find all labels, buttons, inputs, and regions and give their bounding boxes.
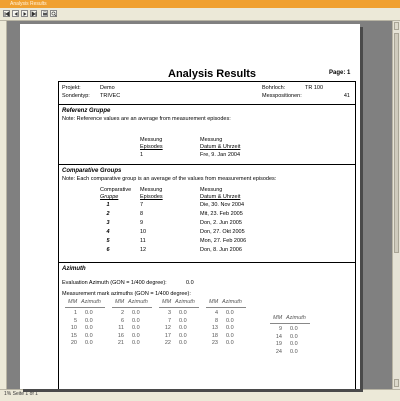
print-icon[interactable] [41, 10, 48, 17]
cmp-col-gruppe-h2: Gruppe [100, 194, 119, 200]
az-value-cell: 0.0 [85, 310, 93, 316]
az-value-cell: 0.0 [179, 317, 187, 324]
az-mm-cell: 3 [167, 310, 171, 316]
az-mm-cell: 18 [211, 332, 218, 339]
az-header-underline [65, 307, 105, 308]
az-value-cell: 0.0 [85, 325, 93, 331]
az-mm-cell: 7 [167, 317, 171, 324]
az-value-cell: 0.0 [132, 325, 140, 331]
az-header-underline [112, 307, 152, 308]
projekt-value: Demo [100, 85, 115, 91]
az-value-cell: 0.0 [290, 333, 298, 340]
reference-note: Note: Reference values are an average from measurement episodes: [62, 116, 231, 122]
cmp-date-cell: Mit, 23. Feb 2005 [200, 211, 243, 217]
az-col-mm-header: MM [68, 299, 78, 305]
az-value-cell: 0.0 [226, 325, 234, 331]
cmp-col-date-h2: Datum & Uhrzeit [200, 194, 241, 200]
az-mm-cell: 4 [214, 310, 218, 316]
previous-page-icon[interactable] [12, 10, 19, 17]
ref-col-episode-h1: Messung [140, 137, 163, 143]
az-value-cell: 0.0 [85, 317, 93, 324]
reference-heading: Referenz Gruppe [62, 108, 111, 114]
az-value-cell: 0.0 [226, 332, 234, 339]
ref-col-episode-h2: Episodes [140, 144, 163, 150]
az-mm-cell: 20 [70, 340, 77, 346]
cmp-date-cell: Don, 2. Jun 2005 [200, 220, 242, 226]
cmp-gruppe-cell: 5 [106, 238, 110, 244]
bohrloch-label: Bohrloch: [262, 85, 286, 91]
cmp-date-cell: Die, 30. Nov 2004 [200, 202, 245, 208]
cmp-col-date-h1: Messung [200, 187, 223, 193]
az-mm-cell: 5 [73, 317, 77, 324]
ref-episode-value: 1 [140, 152, 144, 158]
scroll-thumb[interactable] [394, 33, 399, 253]
az-value-cell: 0.0 [226, 310, 234, 316]
comparative-heading: Comparative Groups [62, 168, 122, 174]
az-col-azimuth-header: Azimuth [128, 299, 148, 305]
evaluation-azimuth-value: 0.0 [186, 280, 194, 286]
az-value-cell: 0.0 [179, 325, 187, 331]
az-col-azimuth-header: Azimuth [286, 315, 306, 321]
cmp-date-cell: Don, 27. Okt 2005 [200, 229, 245, 235]
cmp-col-episode-h2: Episodes [140, 194, 163, 200]
az-col-mm-header: MM [115, 299, 125, 305]
ref-col-date-h1: Messung [200, 137, 223, 143]
header-divider [58, 104, 355, 105]
bohrloch-value: TR 100 [305, 85, 324, 91]
az-mm-cell: 2 [120, 310, 124, 316]
frame-top-line [58, 81, 355, 82]
page-label: Page: 1 [329, 70, 351, 76]
title-bar [0, 0, 400, 8]
frame-left-line [58, 81, 59, 389]
az-value-cell: 0.0 [179, 340, 187, 346]
azimuth-heading: Azimuth [62, 266, 86, 272]
az-value-cell: 0.0 [132, 340, 140, 346]
az-col-azimuth-header: Azimuth [222, 299, 242, 305]
comparative-divider [58, 262, 355, 263]
az-header-underline [206, 307, 246, 308]
az-mm-cell: 8 [214, 317, 218, 324]
projekt-label: Projekt: [62, 85, 81, 91]
next-page-icon[interactable] [21, 10, 28, 17]
window-title: Analysis Results [10, 1, 47, 7]
az-value-cell: 0.0 [179, 332, 187, 339]
az-value-cell: 0.0 [132, 317, 140, 324]
az-mm-cell: 21 [117, 340, 124, 346]
cmp-episode-cell: 9 [140, 220, 144, 226]
az-col-azimuth-header: Azimuth [175, 299, 195, 305]
status-text: 1% Seite 1 of 1 [4, 391, 38, 397]
last-page-icon[interactable] [30, 10, 37, 17]
az-mm-cell: 17 [164, 332, 171, 339]
az-mm-cell: 10 [70, 325, 77, 331]
az-value-cell: 0.0 [290, 326, 298, 332]
az-mm-cell: 22 [164, 340, 171, 346]
az-mm-cell: 11 [118, 325, 124, 331]
cmp-gruppe-cell: 6 [106, 247, 110, 253]
cmp-gruppe-cell: 2 [106, 211, 110, 217]
reference-divider [58, 164, 355, 165]
sondentyp-label: Sondentyp: [62, 93, 90, 99]
vertical-scrollbar[interactable] [392, 21, 400, 389]
cmp-date-cell: Don, 8. Jun 2006 [200, 247, 242, 253]
az-mm-cell: 6 [120, 317, 124, 324]
az-col-mm-header: MM [209, 299, 219, 305]
az-mm-cell: 14 [275, 333, 282, 340]
az-col-mm-header: MM [162, 299, 172, 305]
scroll-up-icon[interactable] [394, 22, 399, 30]
az-value-cell: 0.0 [290, 348, 298, 355]
cmp-episode-cell: 11 [140, 238, 146, 244]
ref-col-date-h2: Datum & Uhrzeit [200, 144, 241, 150]
az-value-cell: 0.0 [226, 340, 234, 346]
frame-right-line [355, 81, 356, 389]
zoom-icon[interactable] [50, 10, 57, 17]
az-header-underline [270, 323, 310, 324]
az-value-cell: 0.0 [226, 317, 234, 324]
az-mm-cell: 1 [73, 310, 77, 316]
cmp-episode-cell: 7 [140, 202, 144, 208]
cmp-col-gruppe-h1: Comparative [100, 187, 132, 193]
cmp-date-cell: Mon, 27. Feb 2006 [200, 238, 247, 244]
cmp-gruppe-cell: 3 [106, 220, 110, 226]
az-mm-cell: 16 [117, 332, 124, 339]
scroll-down-icon[interactable] [394, 379, 399, 387]
status-bar [0, 389, 400, 401]
messpositionen-label: Messpositionen: [262, 93, 302, 99]
comparative-note: Note: Each comparative group is an average of the values from measurement episodes: [62, 176, 277, 182]
az-mm-cell: 23 [211, 340, 218, 346]
az-value-cell: 0.0 [132, 310, 140, 316]
az-col-mm-header: MM [273, 315, 283, 321]
messpositionen-value: 41 [343, 93, 350, 99]
az-value-cell: 0.0 [179, 310, 187, 316]
cmp-col-episode-h1: Messung [140, 187, 163, 193]
az-mm-cell: 13 [211, 325, 218, 331]
az-mm-cell: 9 [278, 326, 282, 332]
az-mm-cell: 24 [275, 348, 282, 355]
az-value-cell: 0.0 [132, 332, 140, 339]
evaluation-azimuth-label: Evaluation Azimuth (GON = 1/400 degree): [62, 280, 167, 286]
sondentyp-value: TRIVEC [100, 93, 121, 99]
az-mm-cell: 15 [70, 332, 77, 339]
ref-date-value: Fre, 9. Jan 2004 [200, 152, 241, 158]
az-header-underline [159, 307, 199, 308]
cmp-gruppe-cell: 1 [106, 202, 110, 208]
report-title: Analysis Results [168, 68, 257, 80]
first-page-icon[interactable] [3, 10, 10, 17]
az-mm-cell: 12 [164, 325, 171, 331]
report-page [20, 24, 360, 389]
cmp-episode-cell: 12 [140, 247, 147, 253]
az-value-cell: 0.0 [85, 332, 93, 339]
az-value-cell: 0.0 [85, 340, 93, 346]
az-mm-cell: 19 [275, 341, 282, 347]
cmp-gruppe-cell: 4 [106, 229, 110, 235]
mark-azimuths-label: Measurement mark azimuths (GON = 1/400 degree): [62, 291, 191, 297]
az-col-azimuth-header: Azimuth [81, 299, 101, 305]
left-ruler [0, 21, 7, 389]
cmp-episode-cell: 10 [140, 229, 147, 235]
cmp-episode-cell: 8 [140, 211, 144, 217]
az-value-cell: 0.0 [290, 341, 298, 347]
toolbar [0, 8, 400, 21]
